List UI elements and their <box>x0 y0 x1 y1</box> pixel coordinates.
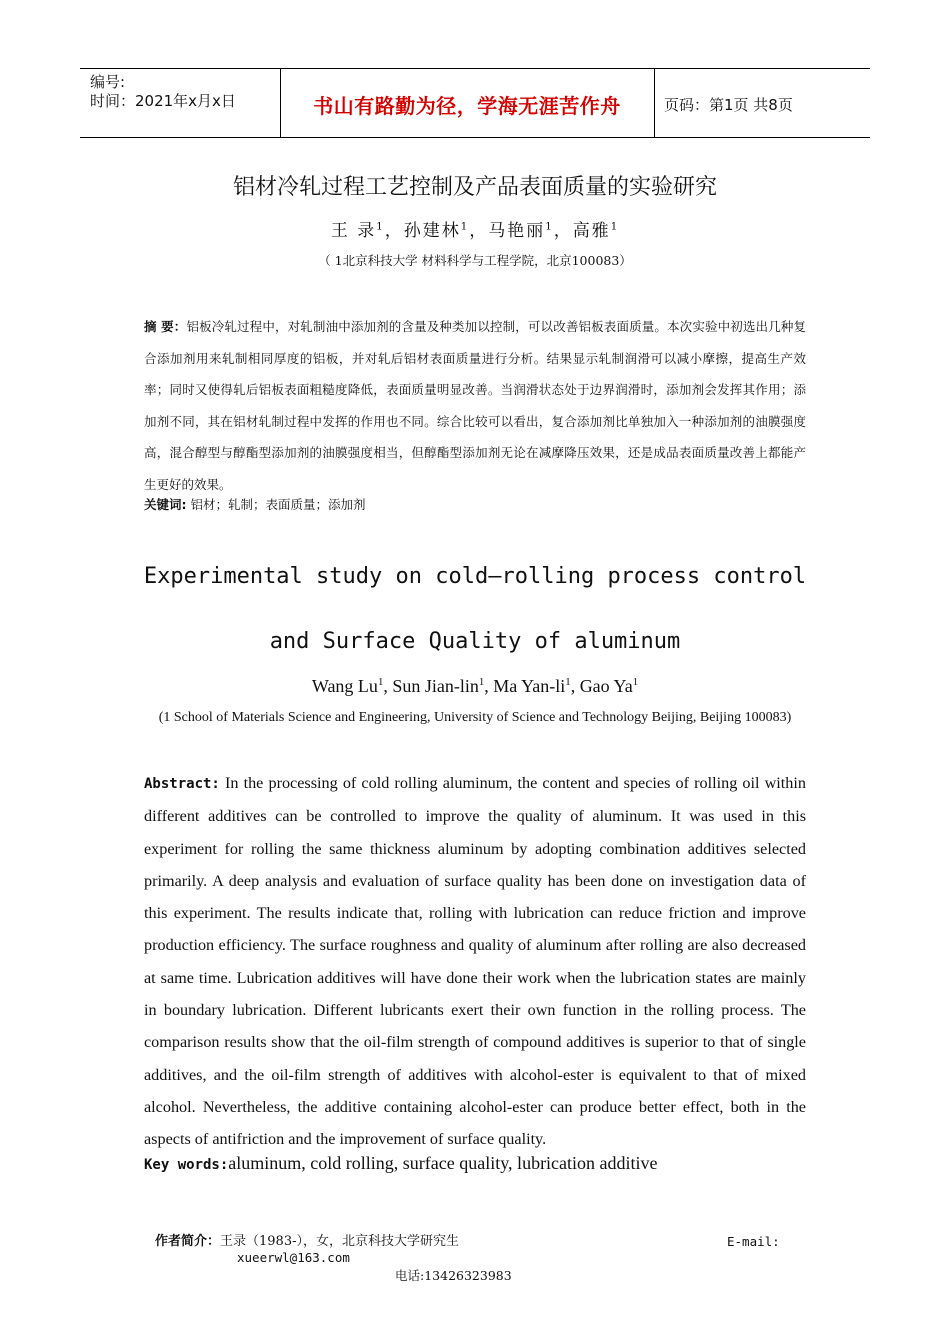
keywords-en-label: Key words: <box>144 1157 229 1173</box>
paper-title-en-line2: and Surface Quality of aluminum <box>269 629 681 654</box>
author-name: Ma Yan-li <box>493 676 566 696</box>
author-affiliation-mark: 1 <box>376 221 385 233</box>
author-name: 孙建林 <box>403 221 461 241</box>
email-address: xueerwl@163.com <box>237 1250 350 1265</box>
author-affiliation-mark: 1 <box>377 676 384 688</box>
keywords-zh-text: 铝材；轧制；表面质量；添加剂 <box>190 497 366 512</box>
author-intro <box>155 1234 795 1266</box>
header-motto: 书山有路勤为径，学海无涯苦作舟 <box>313 94 621 118</box>
email-label: E-mail: <box>727 1234 780 1249</box>
author-affiliation-mark: 1 <box>478 676 485 688</box>
abstract-zh-label: 摘 要： <box>144 319 187 334</box>
header-divider <box>654 69 655 137</box>
author-intro-text: 王录（1983-），女，北京科技大学研究生 <box>220 1234 459 1249</box>
keywords-en <box>144 1153 658 1174</box>
affiliation-zh: （ 1北京科技大学 材料科学与工程学院，北京100083） <box>318 253 632 268</box>
time-label: 时间：2021年x月x日 <box>90 92 236 110</box>
abstract-en <box>144 767 806 1156</box>
author-affiliation-mark: 1 <box>610 221 620 233</box>
paper-title-zh: 铝材冷轧过程工艺控制及产品表面质量的实验研究 <box>232 175 717 200</box>
document-header <box>80 68 870 138</box>
keywords-zh <box>144 495 366 513</box>
author-name: 高雅 <box>572 221 611 241</box>
page-info: 页码：第1页 共8页 <box>664 96 793 114</box>
phone-number: 电话:13426323983 <box>395 1268 512 1283</box>
keywords-en-text: aluminum, cold rolling, surface quality, lubrication additive <box>228 1153 658 1173</box>
author-affiliation-mark: 1 <box>545 221 554 233</box>
number-label: 编号: <box>90 73 126 91</box>
header-meta <box>90 73 236 111</box>
author-name: 马艳丽 <box>488 221 546 241</box>
keywords-zh-label: 关键词: <box>144 497 187 512</box>
author-affiliation-mark: 1 <box>460 221 470 233</box>
abstract-zh <box>144 311 806 500</box>
author-intro-label: 作者简介： <box>155 1234 221 1249</box>
author-affiliation-mark: 1 <box>565 676 571 688</box>
authors-zh: 王 录$^1$，孙建林$^1$，马艳丽$^1$，高雅$^1$ <box>330 221 620 241</box>
abstract-en-text: In the processing of cold rolling aluminum, the content and species of rolling oil within different additives can be controlled to improve the quality of aluminum. It was used in this experiment for rolling the same thickness aluminum by adopting combination additives selected primarily. A deep analysis and evaluation of surface quality has been done on investigation data of this experiment. The results indicate that, rolling with lubrication can reduce friction and improve production efficiency. The surface roughness and quality of aluminum after rolling are also decreased at same time. Lubrication additives will have done their work when the lubrication states are mainly in boundary lubrication. Different lubricants exert their own function in the rolling process. The comparison results show that the oil-film strength of compound additives is superior to that of single additives, and the oil-film strength of additives with alcohol-ester is equivalent to that of mixed alcohol. Nevertheless, the additive containing alcohol-ester can produce better effect, both in the aspects of antifriction and the improvement of surface quality. <box>144 774 806 1149</box>
author-affiliation-mark: 1 <box>632 676 639 688</box>
author-name: Wang Lu <box>311 676 378 696</box>
author-name: Sun Jian-lin <box>392 676 479 696</box>
author-name: 王 录 <box>330 221 377 241</box>
abstract-zh-text: 铝板冷轧过程中，对轧制油中添加剂的含量及种类加以控制，可以改善铝板表面质量。本次实验中初选出几种复合添加剂用来轧制相同厚度的铝板，并对轧后铝材表面质量进行分析。结果显示轧制润滑可以减小摩擦，提高生产效率；同时又使得轧后铝板表面粗糙度降低，表面质量明显改善。当润滑状态处于边界润滑时，添加剂会发挥其作用；添加剂不同，其在铝材轧制过程中发挥的作用也不同。综合比较可以看出，复合添加剂比单独加入一种添加剂的油膜强度高，混合醇型与醇酯型添加剂的油膜强度相当，但醇酯型添加剂无论在减摩降压效果，还是成品表面质量改善上都能产生更好的效果。 <box>144 319 806 492</box>
abstract-en-label: Abstract: <box>144 776 220 792</box>
authors-en: Wang Lu$^1$, Sun Jian-lin$^1$, Ma Yan-$li^1$, Gao Ya$^1$ <box>311 676 639 696</box>
paper-title-en-line1: Experimental study on cold—rolling process control <box>143 564 807 589</box>
affiliation-en: (1 School of Materials Science and Engineering, University of Science and Technology Beijing, Beijing 100083) <box>158 710 792 725</box>
author-name: Gao Ya <box>579 676 633 696</box>
